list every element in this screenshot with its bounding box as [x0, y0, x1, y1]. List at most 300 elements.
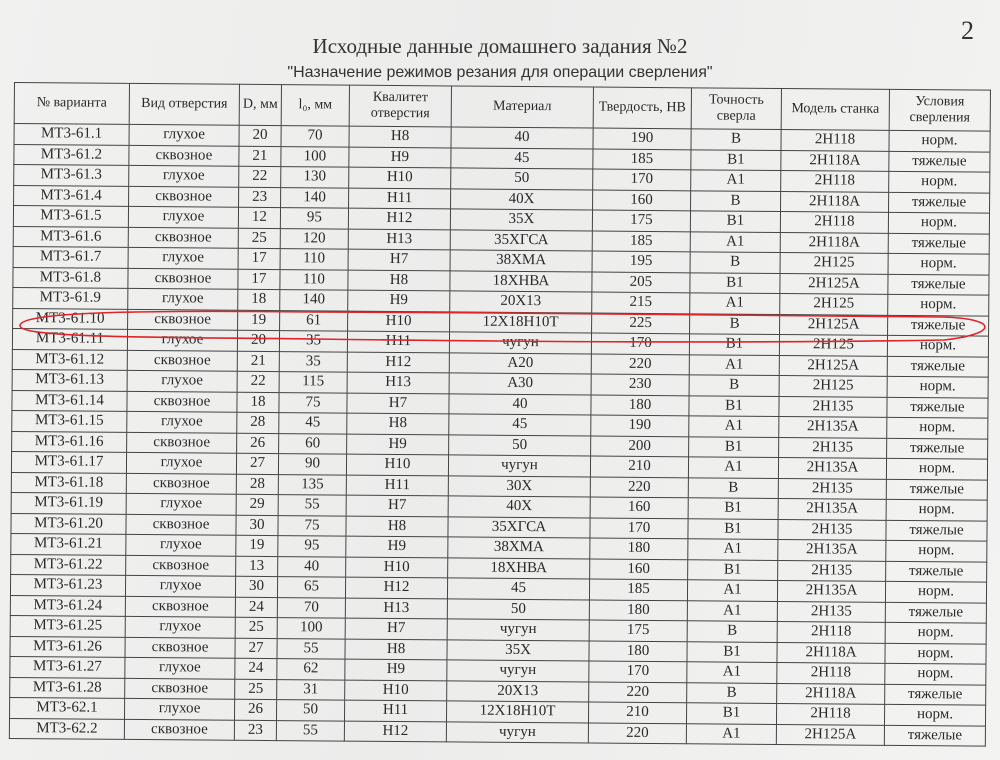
- cell-machine-model: 2Н135: [777, 601, 885, 622]
- cell-length: 75: [279, 392, 347, 413]
- cell-drilling-conditions: тяжелые: [887, 397, 988, 418]
- cell-hole-type: сквозное: [128, 227, 238, 248]
- cell-hole-type: глухое: [126, 534, 236, 555]
- cell-tolerance: Н7: [347, 393, 449, 414]
- cell-material: чугун: [448, 455, 590, 477]
- cell-length: 35: [279, 331, 347, 352]
- cell-drill-accuracy: А1: [687, 600, 777, 621]
- cell-hole-type: глухое: [129, 165, 239, 186]
- cell-hardness: 170: [591, 333, 689, 354]
- column-header-machine-model: Модель станка: [781, 89, 889, 131]
- cell-length: 60: [279, 433, 347, 454]
- cell-hardness: 220: [589, 682, 687, 703]
- cell-length: 100: [277, 618, 345, 639]
- cell-drilling-conditions: тяжелые: [888, 274, 989, 295]
- cell-machine-model: 2Н135: [778, 478, 886, 499]
- cell-tolerance: Н13: [345, 598, 447, 619]
- cell-material: 18ХНВА: [450, 270, 592, 292]
- cell-hole-type: сквозное: [129, 186, 239, 207]
- cell-hardness: 170: [589, 661, 687, 682]
- cell-diameter: 13: [236, 556, 278, 577]
- cell-hardness: 210: [590, 456, 688, 477]
- cell-length: 35: [279, 351, 347, 372]
- cell-length: 70: [281, 126, 349, 147]
- cell-hardness: 180: [589, 600, 687, 621]
- cell-diameter: 27: [236, 453, 278, 474]
- cell-material: 38ХМА: [448, 537, 590, 559]
- cell-diameter: 21: [239, 146, 281, 167]
- cell-hole-type: глухое: [127, 411, 237, 432]
- cell-tolerance: Н8: [346, 516, 448, 537]
- cell-drill-accuracy: В1: [687, 641, 777, 662]
- cell-hole-type: глухое: [125, 616, 235, 637]
- cell-tolerance: Н7: [346, 495, 448, 516]
- cell-tolerance: Н13: [347, 372, 449, 393]
- cell-drilling-conditions: тяжелые: [888, 315, 989, 336]
- cell-diameter: 30: [236, 515, 278, 536]
- cell-machine-model: 2Н125А: [780, 273, 888, 294]
- cell-diameter: 20: [237, 330, 279, 351]
- cell-tolerance: Н7: [345, 618, 447, 639]
- cell-diameter: 20: [239, 125, 281, 146]
- cell-hardness: 175: [589, 620, 687, 641]
- cell-diameter: 12: [238, 207, 280, 228]
- cell-variant: МТ3-61.12: [12, 349, 127, 370]
- cell-tolerance: Н11: [344, 700, 446, 721]
- cell-hole-type: глухое: [129, 124, 239, 145]
- cell-length: 31: [277, 679, 345, 700]
- cell-machine-model: 2Н118А: [781, 191, 889, 212]
- cell-length: 55: [276, 720, 344, 741]
- cell-hole-type: глухое: [128, 206, 238, 227]
- cell-hardness: 215: [592, 292, 690, 313]
- cell-drilling-conditions: тяжелые: [885, 684, 986, 705]
- cell-variant: МТ3-61.22: [11, 554, 126, 575]
- cell-drilling-conditions: тяжелые: [888, 233, 989, 254]
- cell-length: 120: [280, 228, 348, 249]
- cell-machine-model: 2Н125А: [779, 355, 887, 376]
- cell-diameter: 27: [235, 638, 277, 659]
- cell-variant: МТ3-61.2: [14, 144, 129, 165]
- cell-drill-accuracy: В1: [690, 272, 780, 293]
- cell-diameter: 25: [235, 679, 277, 700]
- cell-hardness: 175: [592, 210, 690, 231]
- cell-tolerance: Н11: [347, 331, 449, 352]
- cell-material: 45: [449, 414, 591, 436]
- cell-drill-accuracy: В: [687, 621, 777, 642]
- cell-variant: МТ3-62.1: [10, 697, 125, 718]
- cell-hole-type: сквозное: [126, 473, 236, 494]
- cell-hole-type: сквозное: [124, 719, 234, 740]
- cell-drill-accuracy: В1: [690, 211, 780, 232]
- cell-tolerance: Н9: [347, 434, 449, 455]
- cell-machine-model: 2Н135А: [779, 417, 887, 438]
- cell-material: 40: [451, 127, 593, 149]
- table-body: [9, 124, 990, 747]
- cell-tolerance: Н10: [345, 680, 447, 701]
- cell-hole-type: сквозное: [127, 350, 237, 371]
- cell-variant: МТ3-61.11: [12, 328, 127, 349]
- cell-material: 40: [449, 393, 591, 415]
- cell-drill-accuracy: В: [688, 477, 778, 498]
- cell-material: А30: [449, 373, 591, 395]
- cell-hardness: 220: [588, 723, 686, 744]
- cell-length: 65: [277, 577, 345, 598]
- cell-drill-accuracy: А1: [687, 662, 777, 683]
- cell-hole-type: сквозное: [125, 596, 235, 617]
- column-header-hardness: Твердость, НВ: [593, 87, 691, 129]
- cell-hole-type: сквозное: [127, 432, 237, 453]
- cell-hardness: 160: [590, 559, 688, 580]
- cell-variant: МТ3-61.21: [11, 533, 126, 554]
- cell-drill-accuracy: В1: [688, 518, 778, 539]
- cell-length: 110: [280, 249, 348, 270]
- cell-drill-accuracy: В: [690, 313, 780, 334]
- cell-drill-accuracy: А1: [688, 457, 778, 478]
- cell-hole-type: сквозное: [126, 555, 236, 576]
- cell-drill-accuracy: А1: [686, 723, 776, 744]
- cell-machine-model: 2Н118: [780, 212, 888, 233]
- cell-diameter: 25: [235, 617, 277, 638]
- cell-drilling-conditions: тяжелые: [887, 438, 988, 459]
- cell-drill-accuracy: А1: [689, 416, 779, 437]
- cell-material: 35Х: [447, 639, 589, 661]
- cell-drill-accuracy: В1: [691, 149, 781, 170]
- cell-machine-model: 2Н135А: [778, 499, 886, 520]
- cell-variant: МТ3-61.19: [11, 492, 126, 513]
- cell-material: 50: [449, 434, 591, 456]
- variants-table: [9, 82, 991, 747]
- cell-variant: МТ3-61.7: [13, 246, 128, 267]
- cell-drilling-conditions: тяжелые: [886, 520, 987, 541]
- cell-tolerance: Н12: [347, 352, 449, 373]
- cell-drilling-conditions: норм.: [884, 704, 985, 725]
- column-header-drilling-conditions: Условия сверления: [889, 89, 990, 131]
- cell-material: 38ХМА: [450, 250, 592, 272]
- cell-drill-accuracy: В1: [688, 559, 778, 580]
- column-header-diameter: D, мм: [239, 84, 281, 125]
- cell-drilling-conditions: тяжелые: [885, 602, 986, 623]
- cell-variant: МТ3-61.9: [13, 287, 128, 308]
- cell-diameter: 23: [239, 187, 281, 208]
- cell-material: 12Х18Н10Т: [446, 701, 588, 723]
- cell-hardness: 170: [593, 169, 691, 190]
- cell-drill-accuracy: В1: [689, 395, 779, 416]
- cell-material: 18ХНВА: [448, 557, 590, 579]
- cell-tolerance: Н8: [349, 126, 451, 147]
- cell-material: 12Х18Н10Т: [450, 311, 592, 333]
- cell-hole-type: глухое: [128, 288, 238, 309]
- cell-drilling-conditions: норм.: [888, 253, 989, 274]
- cell-diameter: 24: [235, 658, 277, 679]
- cell-drill-accuracy: В1: [688, 498, 778, 519]
- cell-variant: МТ3-61.18: [11, 472, 126, 493]
- cell-material: А20: [449, 352, 591, 374]
- cell-tolerance: Н9: [346, 536, 448, 557]
- cell-machine-model: 2Н125А: [776, 724, 884, 745]
- cell-machine-model: 2Н118А: [781, 150, 889, 171]
- cell-hardness: 200: [591, 436, 689, 457]
- cell-machine-model: 2Н135: [778, 519, 886, 540]
- cell-drilling-conditions: тяжелые: [886, 561, 987, 582]
- cell-drilling-conditions: норм.: [885, 663, 986, 684]
- cell-hardness: 180: [591, 395, 689, 416]
- cell-hole-type: глухое: [125, 698, 235, 719]
- cell-length: 95: [280, 208, 348, 229]
- cell-length: 75: [278, 515, 346, 536]
- cell-tolerance: Н9: [345, 659, 447, 680]
- cell-hardness: 195: [592, 251, 690, 272]
- cell-drilling-conditions: тяжелые: [889, 192, 990, 213]
- cell-material: 35Х: [450, 209, 592, 231]
- cell-drilling-conditions: норм.: [889, 171, 990, 192]
- cell-drilling-conditions: норм.: [887, 417, 988, 438]
- cell-drill-accuracy: В1: [689, 334, 779, 355]
- cell-hole-type: сквозное: [129, 145, 239, 166]
- cell-tolerance: Н13: [348, 229, 450, 250]
- cell-machine-model: 2Н125: [780, 253, 888, 274]
- cell-hardness: 190: [593, 128, 691, 149]
- cell-hole-type: сквозное: [128, 268, 238, 289]
- cell-hole-type: глухое: [127, 370, 237, 391]
- cell-hardness: 160: [593, 190, 691, 211]
- cell-drill-accuracy: В: [690, 252, 780, 273]
- cell-tolerance: Н10: [349, 167, 451, 188]
- cell-drill-accuracy: В: [691, 129, 781, 150]
- cell-variant: МТ3-61.6: [13, 226, 128, 247]
- cell-material: чугун: [447, 619, 589, 641]
- cell-machine-model: 2Н125: [780, 294, 888, 315]
- cell-tolerance: Н9: [348, 290, 450, 311]
- cell-machine-model: 2Н118: [777, 663, 885, 684]
- cell-variant: МТ3-61.24: [10, 595, 125, 616]
- cell-hardness: 220: [591, 354, 689, 375]
- cell-machine-model: 2Н135: [778, 560, 886, 581]
- cell-diameter: 19: [238, 310, 280, 331]
- cell-material: 45: [451, 147, 593, 169]
- cell-tolerance: Н12: [345, 577, 447, 598]
- cell-drill-accuracy: А1: [689, 354, 779, 375]
- cell-length: 45: [279, 413, 347, 434]
- column-header-variant: № варианта: [14, 83, 129, 125]
- cell-hardness: 205: [592, 272, 690, 293]
- cell-drill-accuracy: В1: [689, 436, 779, 457]
- cell-material: 35ХГСА: [448, 516, 590, 538]
- cell-drilling-conditions: тяжелые: [889, 151, 990, 172]
- cell-diameter: 24: [235, 597, 277, 618]
- cell-machine-model: 2Н118А: [777, 683, 885, 704]
- cell-hole-type: сквозное: [126, 514, 236, 535]
- cell-material: 45: [447, 578, 589, 600]
- column-header-tolerance: Квалитет отверстия: [349, 85, 451, 127]
- cell-length: 90: [278, 454, 346, 475]
- cell-hardness: 185: [593, 149, 691, 170]
- cell-drilling-conditions: тяжелые: [884, 725, 985, 746]
- cell-drilling-conditions: норм.: [888, 294, 989, 315]
- cell-drilling-conditions: норм.: [885, 622, 986, 643]
- cell-length: 95: [278, 536, 346, 557]
- cell-material: 50: [451, 168, 593, 190]
- cell-variant: МТ3-61.23: [10, 574, 125, 595]
- cell-hole-type: глухое: [128, 247, 238, 268]
- cell-machine-model: 2Н135А: [778, 540, 886, 561]
- cell-hole-type: глухое: [126, 493, 236, 514]
- cell-hardness: 225: [592, 313, 690, 334]
- cell-length: 61: [280, 310, 348, 331]
- column-header-hole-type: Вид отверстия: [129, 83, 239, 125]
- cell-length: 130: [281, 167, 349, 188]
- cell-material: 40Х: [451, 188, 593, 210]
- cell-drilling-conditions: норм.: [887, 335, 988, 356]
- cell-drilling-conditions: норм.: [887, 376, 988, 397]
- cell-drilling-conditions: норм.: [886, 499, 987, 520]
- cell-hardness: 185: [589, 579, 687, 600]
- cell-drill-accuracy: В: [691, 190, 781, 211]
- cell-diameter: 26: [234, 699, 276, 720]
- cell-hole-type: глухое: [125, 657, 235, 678]
- cell-drill-accuracy: В: [689, 375, 779, 396]
- cell-hardness: 180: [589, 641, 687, 662]
- cell-variant: МТ3-61.14: [12, 390, 127, 411]
- cell-machine-model: 2Н135: [779, 437, 887, 458]
- cell-hardness: 185: [592, 231, 690, 252]
- cell-length: 140: [280, 290, 348, 311]
- cell-hardness: 170: [590, 518, 688, 539]
- cell-diameter: 19: [236, 535, 278, 556]
- cell-material: 20Х13: [450, 291, 592, 313]
- cell-diameter: 17: [238, 269, 280, 290]
- cell-hole-type: глухое: [125, 575, 235, 596]
- cell-variant: МТ3-61.10: [13, 308, 128, 329]
- cell-length: 70: [277, 597, 345, 618]
- cell-length: 135: [278, 474, 346, 495]
- cell-length: 40: [278, 556, 346, 577]
- cell-drill-accuracy: А1: [690, 231, 780, 252]
- cell-variant: МТ3-61.25: [10, 615, 125, 636]
- cell-hole-type: сквозное: [127, 391, 237, 412]
- cell-hardness: 210: [588, 702, 686, 723]
- cell-tolerance: Н11: [349, 188, 451, 209]
- cell-diameter: 22: [237, 371, 279, 392]
- cell-diameter: 26: [237, 433, 279, 454]
- cell-tolerance: Н12: [344, 721, 446, 742]
- cell-drill-accuracy: А1: [687, 580, 777, 601]
- cell-diameter: 25: [238, 228, 280, 249]
- cell-diameter: 28: [237, 412, 279, 433]
- cell-variant: МТ3-61.3: [14, 165, 129, 186]
- cell-drilling-conditions: норм.: [888, 212, 989, 233]
- cell-diameter: 22: [239, 166, 281, 187]
- cell-length: 100: [281, 146, 349, 167]
- cell-material: 40Х: [448, 496, 590, 518]
- cell-hole-type: сквозное: [125, 637, 235, 658]
- cell-length: 110: [280, 269, 348, 290]
- cell-length: 55: [277, 638, 345, 659]
- cell-machine-model: 2Н135: [779, 396, 887, 417]
- cell-material: чугун: [446, 721, 588, 743]
- cell-diameter: 29: [236, 494, 278, 515]
- cell-material: 20Х13: [447, 680, 589, 702]
- cell-machine-model: 2Н118: [781, 130, 889, 151]
- cell-tolerance: Н8: [348, 270, 450, 291]
- cell-length: 50: [276, 700, 344, 721]
- cell-hole-type: глухое: [127, 329, 237, 350]
- cell-material: чугун: [447, 660, 589, 682]
- cell-material: 30Х: [448, 475, 590, 497]
- cell-variant: МТ3-61.5: [13, 206, 128, 227]
- cell-diameter: 23: [234, 720, 276, 741]
- cell-tolerance: Н9: [349, 147, 451, 168]
- document-title: Исходные данные домашнего задания №2: [312, 34, 688, 58]
- cell-hole-type: глухое: [126, 452, 236, 473]
- cell-machine-model: 2Н118: [781, 171, 889, 192]
- cell-machine-model: 2Н118: [777, 622, 885, 643]
- cell-drill-accuracy: А1: [691, 170, 781, 191]
- cell-tolerance: Н10: [346, 557, 448, 578]
- cell-hole-type: сквозное: [125, 678, 235, 699]
- page-number: 2: [961, 16, 974, 45]
- cell-variant: МТ3-61.20: [11, 513, 126, 534]
- document-subtitle: "Назначение режимов резания для операции сверления": [287, 64, 713, 81]
- cell-machine-model: 2Н125: [779, 376, 887, 397]
- cell-length: 140: [281, 187, 349, 208]
- column-header-drill-accuracy: Точность сверла: [691, 88, 781, 130]
- cell-variant: МТ3-61.15: [12, 410, 127, 431]
- cell-diameter: 18: [238, 289, 280, 310]
- cell-drilling-conditions: норм.: [889, 130, 990, 151]
- cell-drilling-conditions: норм.: [885, 581, 986, 602]
- cell-drilling-conditions: тяжелые: [887, 356, 988, 377]
- cell-drill-accuracy: А1: [688, 539, 778, 560]
- cell-tolerance: Н8: [345, 639, 447, 660]
- cell-hardness: 230: [591, 374, 689, 395]
- cell-tolerance: Н8: [347, 413, 449, 434]
- cell-material: 35ХГСА: [450, 229, 592, 251]
- cell-material: чугун: [449, 332, 591, 354]
- cell-length: 55: [278, 495, 346, 516]
- cell-diameter: 21: [237, 351, 279, 372]
- cell-tolerance: Н12: [348, 208, 450, 229]
- cell-variant: МТ3-61.1: [14, 124, 129, 145]
- cell-machine-model: 2Н118А: [777, 642, 885, 663]
- cell-drilling-conditions: норм.: [886, 458, 987, 479]
- cell-variant: МТ3-61.28: [10, 677, 125, 698]
- cell-tolerance: Н7: [348, 249, 450, 270]
- cell-variant: МТ3-61.16: [12, 431, 127, 452]
- cell-drill-accuracy: В: [687, 682, 777, 703]
- cell-variant: МТ3-61.27: [10, 656, 125, 677]
- cell-machine-model: 2Н125А: [780, 314, 888, 335]
- cell-diameter: 28: [236, 474, 278, 495]
- cell-drilling-conditions: тяжелые: [886, 479, 987, 500]
- cell-variant: МТ3-61.26: [10, 636, 125, 657]
- cell-drill-accuracy: В1: [686, 703, 776, 724]
- cell-machine-model: 2Н125: [779, 335, 887, 356]
- cell-variant: МТ3-61.13: [12, 369, 127, 390]
- cell-variant: МТ3-62.2: [9, 718, 124, 739]
- cell-drill-accuracy: А1: [690, 293, 780, 314]
- cell-material: 50: [447, 598, 589, 620]
- cell-hardness: 220: [590, 477, 688, 498]
- cell-machine-model: 2Н118: [776, 704, 884, 725]
- cell-hardness: 190: [591, 415, 689, 436]
- cell-hardness: 180: [590, 538, 688, 559]
- cell-drilling-conditions: норм.: [886, 540, 987, 561]
- cell-length: 62: [277, 659, 345, 680]
- cell-variant: МТ3-61.8: [13, 267, 128, 288]
- cell-variant: МТ3-61.17: [11, 451, 126, 472]
- cell-tolerance: Н10: [348, 311, 450, 332]
